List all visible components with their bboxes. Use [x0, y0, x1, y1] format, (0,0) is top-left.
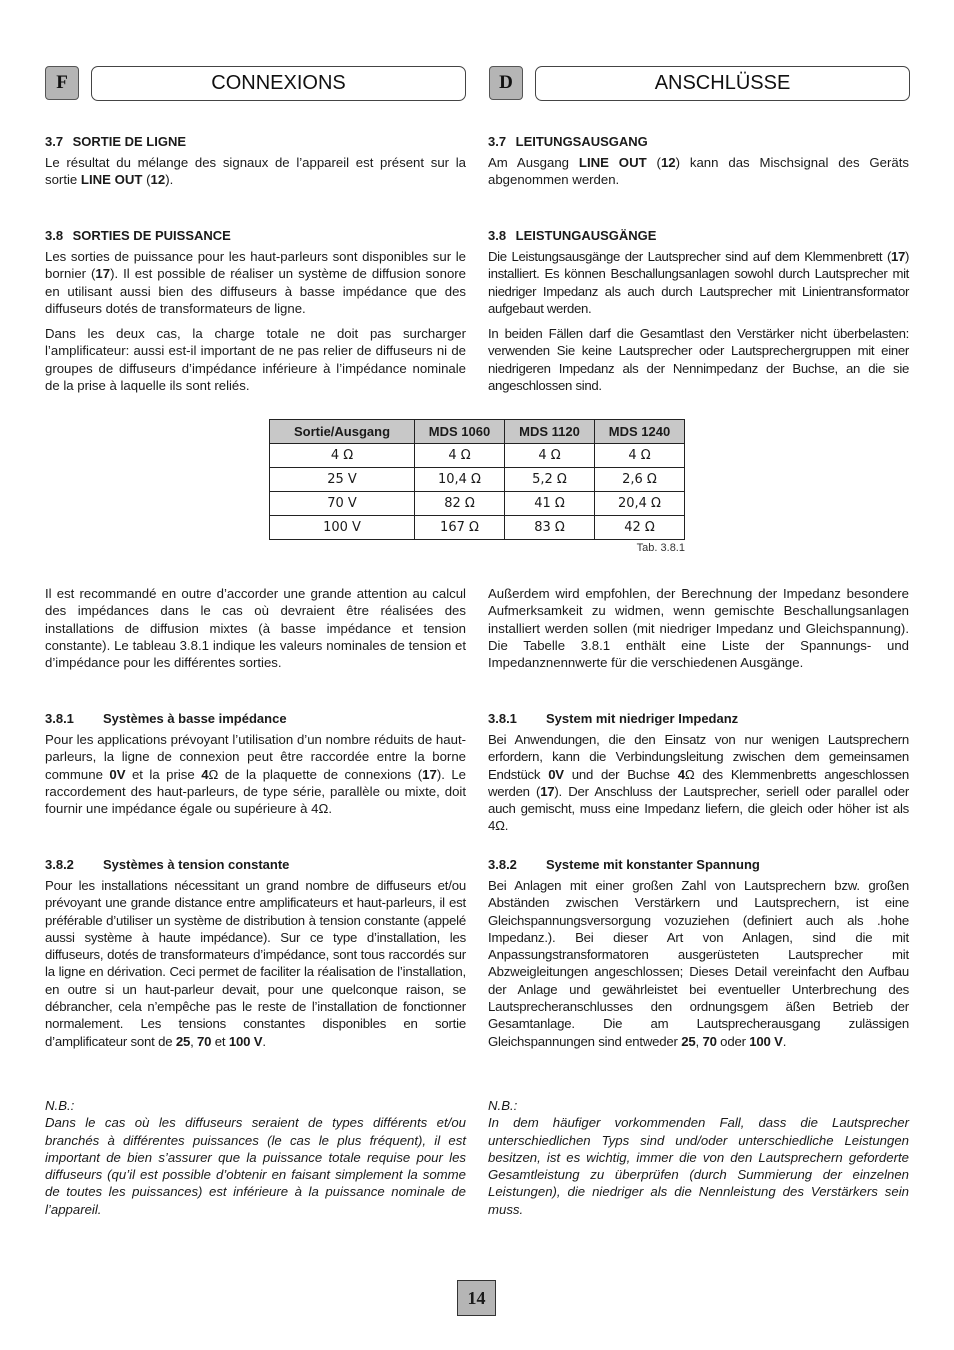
- language-badge-de: D: [489, 66, 523, 100]
- paragraph-low-impedance-fr: Pour les applications prévoyant l’utilisation d’un nombre réduits de haut-parleurs, la ligne de connexion peut être raccordée entre la borne commune 0V et la prise 4Ω de la plaquette de connexions (17). Le raccordement des haut-parleurs, de type série, parallèle ou mixte, doit fournir une impédance égale ou supérieure à 4Ω.: [45, 732, 466, 817]
- de-after-table: [488, 585, 909, 671]
- paragraph-line-out-de: Am Ausgang LINE OUT (12) kann das Mischsignal des Geräts abgenommen werden.: [488, 155, 909, 188]
- table-cell: 4 Ω: [505, 444, 595, 468]
- table-cell: 25 V: [270, 468, 415, 492]
- fr-section-3-8-1: [45, 710, 466, 817]
- table-cell: 83 Ω: [505, 516, 595, 540]
- paragraph-table-intro-fr: Il est recommandé en outre d’accorder une grande attention au calcul des impédances dans le cas où devraient être réalisées des installations de diffusion mixtes (à basse impédance et tension constante). Le tableau 3.8.1 indique les valeurs nominales de tension et d’impédance pour les différentes sorties.: [45, 586, 466, 671]
- heading-3-8-fr: 3.8 SORTIES DE PUISSANCE: [45, 228, 231, 243]
- note-title-fr: N.B.:: [45, 1098, 75, 1113]
- paragraph-constant-voltage-de: Bei Anlagen mit einer großen Zahl von Lautsprechern bzw. großen Abständen zwischen Verstärkern und Lautsprechern, ist eine Gleichspannungsversorgung vozuziehen (definiert auch als .hohe Impedanz.). Bei dieser Art von Anlagen, sind die mit Anpassungstransformatoren ausgerüsteten Lautsprecher mit Abzweigleitungen angeschlossen; Dieses Detail vereinfacht den Aufbau der Anlage und gewährleistet bei eventueller Unterbrechung des Lautsprecheranschlusses den ordnungsgem äßen Betrieb der Gesamtanlage. Die am Lautsprecherausgang zulässigen Gleichspannungen sind entweder 25, 70 oder 100 V.: [488, 878, 909, 1049]
- table-header-cell: Sortie/Ausgang: [270, 420, 415, 444]
- section-title-fr: CONNEXIONS: [91, 66, 466, 101]
- de-column-upper: [488, 133, 909, 189]
- table-cell: 4 Ω: [270, 444, 415, 468]
- fr-column-power: [45, 227, 466, 394]
- heading-3-7-fr: 3.7 SORTIE DE LIGNE: [45, 134, 187, 149]
- fr-column-upper: [45, 133, 466, 189]
- de-note: [488, 1097, 909, 1218]
- heading-3-8-de: 3.8 LEISTUNGAUSGÄNGE: [488, 228, 657, 243]
- paragraph-power-2-fr: Dans les deux cas, la charge totale ne doit pas surcharger l’amplificateur: aussi est-il important de ne pas relier de diffuseurs ni de groupes de diffuseurs d’impédance inférieure à l’impédance nominale de la prise à laquelle ils sont reliés.: [45, 326, 466, 394]
- impedance-table: [269, 419, 685, 540]
- table-cell: 70 V: [270, 492, 415, 516]
- table-row: [270, 468, 685, 492]
- paragraph-power-1-de: Die Leistungsausgänge der Lautsprecher sind auf dem Klemmenbrett (17) installiert. Es können Beschallungsanlagen sowohl durch Lautsprecher mit niedriger Impedanz als auch durch Lautsprecher mit Linientransformator aufgebaut werden.: [488, 249, 909, 316]
- paragraph-table-intro-de: Außerdem wird empfohlen, der Berechnung der Impedanz besondere Aufmerksamkeit zu widmen, wenn gemischte Beschallungsanlagen installiert werden sollen (mit niedriger Impedanz und Gleichspannung). Die Tabelle 3.8.1 enthält eine Liste der Spannungs- und Impedanznennwerte für die verschiedenen Ausgänge.: [488, 586, 909, 671]
- heading-3-8-1-fr: 3.8.1 Systèmes à basse impédance: [45, 711, 287, 726]
- table-header-cell: MDS 1240: [595, 420, 685, 444]
- note-title-de: N.B.:: [488, 1098, 518, 1113]
- paragraph-low-impedance-de: Bei Anwendungen, die den Einsatz von nur wenigen Lautsprechern erfordern, kann die Verbindungsleitung zwischen dem gemeinsamen Endstück 0V und der Buchse 4Ω des Klemmenbretts angeschlossen werden (17). Der Anschluss der Lautsprecher, seriell oder parallel oder auch gemischt, muss eine Impedanz liefern, die gleich oder höher ist als 4Ω.: [488, 732, 909, 834]
- table-caption: Tab. 3.8.1: [636, 542, 685, 554]
- table-row: [270, 516, 685, 540]
- table-header-row: [270, 420, 685, 444]
- de-section-3-8-2: [488, 856, 909, 1050]
- table-cell: 4 Ω: [415, 444, 505, 468]
- paragraph-power-2-de: In beiden Fällen darf die Gesamtlast den Verstärker nicht überbelasten: verwenden Sie keine Lautsprecher oder Lautsprechergruppen mit einer niedrigeren Impedanz als der Nennimpedanz der Buchse, an die sie angeschlossen sind.: [488, 326, 909, 394]
- paragraph-power-1-fr: Les sorties de puissance pour les haut-parleurs sont disponibles sur le bornier (17). Il est possible de réaliser un système de diffusion sonore en utilisant aussi bien des diffuseurs à basse impédance que des diffuseurs dotés de transformateurs de ligne.: [45, 249, 467, 316]
- de-column-power: [488, 227, 909, 394]
- table-cell: 2,6 Ω: [595, 468, 685, 492]
- fr-after-table: [45, 585, 466, 671]
- note-text-de: In dem häufiger vorkommenden Fall, dass die Lautsprecher unterschiedlichen Typs sind und/oder unterschiedliche Leistungen besitzen, ist es wichtig, immer die von den Lautsprechern geforderte Gesamtleistung zu überprüfen (durch Summierung der einzelnen Leistungen), die niedriger als die Nennleistung des Verstärkers sein muss.: [488, 1115, 909, 1217]
- heading-3-7-de: 3.7 LEITUNGSAUSGANG: [488, 134, 648, 149]
- heading-3-8-1-de: 3.8.1 System mit niedriger Impedanz: [488, 711, 739, 726]
- paragraph-line-out-fr: Le résultat du mélange des signaux de l’appareil est présent sur la sortie LINE OUT (12).: [45, 155, 466, 188]
- page-number: 14: [457, 1280, 496, 1316]
- table-cell: 10,4 Ω: [415, 468, 505, 492]
- table-header-cell: MDS 1120: [505, 420, 595, 444]
- heading-3-8-2-fr: 3.8.2 Systèmes à tension constante: [45, 857, 290, 872]
- table-header-cell: MDS 1060: [415, 420, 505, 444]
- table-cell: 82 Ω: [415, 492, 505, 516]
- table-cell: 167 Ω: [415, 516, 505, 540]
- table-cell: 100 V: [270, 516, 415, 540]
- table-cell: 41 Ω: [505, 492, 595, 516]
- table-row: [270, 444, 685, 468]
- table-row: [270, 492, 685, 516]
- section-title-de: ANSCHLÜSSE: [535, 66, 910, 101]
- fr-note: [45, 1097, 466, 1218]
- note-text-fr: Dans le cas où les diffuseurs seraient de types différents et/ou branchés à différentes puissances (le cas le plus fréquent), il est important de bien s’assurer que la puissance totale requise pour les diffuseurs (qu’il est possible d’obtenir en faisant simplement la somme de toutes les puissances) est inférieure à la puissance nominale de l’appareil.: [45, 1115, 466, 1217]
- heading-3-8-2-de: 3.8.2 Systeme mit konstanter Spannung: [488, 857, 760, 872]
- de-section-3-8-1: [488, 710, 909, 835]
- table-cell: 20,4 Ω: [595, 492, 685, 516]
- paragraph-constant-voltage-fr: Pour les installations nécessitant un grand nombre de diffuseurs et/ou prévoyant une grande distance entre amplificateurs et haut-parleurs, il est préférable d’utiliser un système de distribution à tension constante (appelé aussi système à haute impédance). Sur ce type d’installation, les diffuseurs, dotés de transformateurs d’impédance, sont tous raccordés sur la ligne en dérivation. Ceci permet de faciliter la réalisation de l’installation, en outre si un haut-parleur devait, pour une quelconque raison, se débrancher, cela n’empêche pas le reste de l’installation de fonctionner normalement. Les tensions constantes disponibles en sortie d’amplificateur sont de 25, 70 et 100 V.: [45, 878, 466, 1049]
- table-cell: 42 Ω: [595, 516, 685, 540]
- table-cell: 5,2 Ω: [505, 468, 595, 492]
- language-badge-fr: F: [45, 66, 79, 100]
- fr-section-3-8-2: [45, 856, 466, 1050]
- table-cell: 4 Ω: [595, 444, 685, 468]
